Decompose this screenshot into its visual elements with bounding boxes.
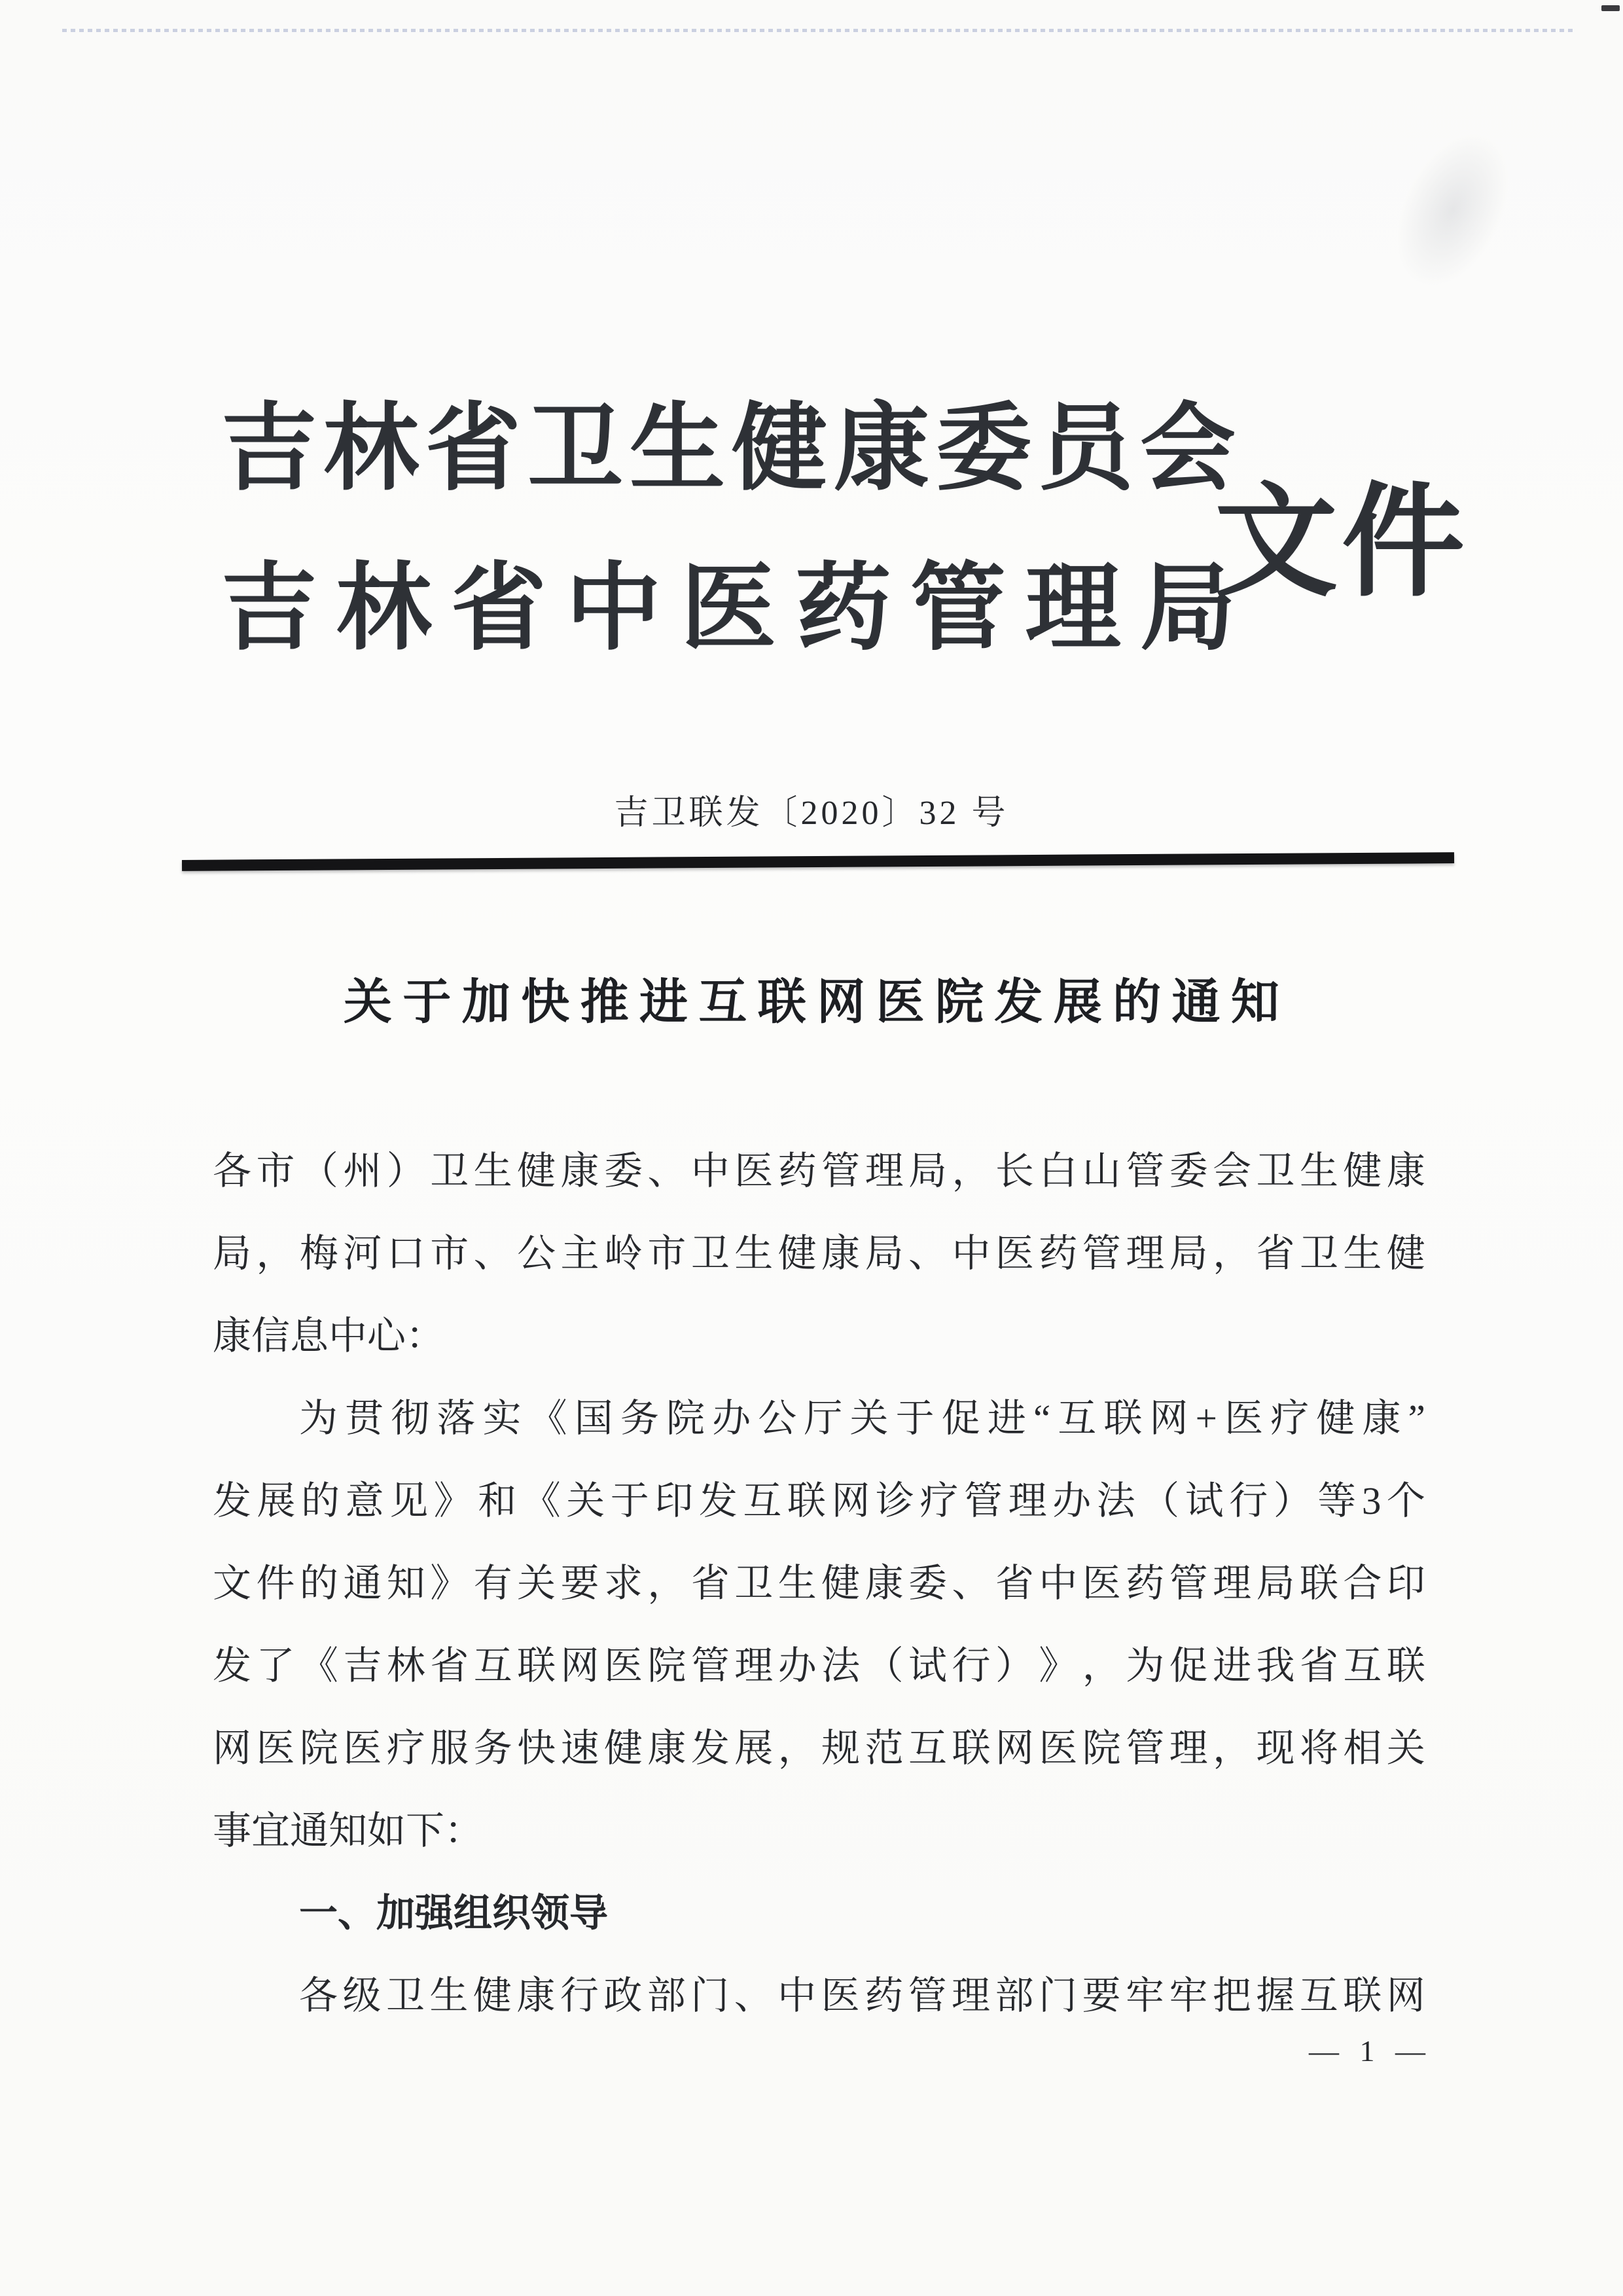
body-line: 发 了 《 吉 林 省 互 联 网 医 院 管 理 办 法 （ 试 行 ） 》 ， 为 促 进 我 省 互 联 — [213, 1644, 1425, 1687]
body-line: 一、加强组织领导 — [299, 1892, 609, 1935]
body-line: 局 ， 梅 河 口 市 、 公 主 岭 市 卫 生 健 康 局 、 中 医 药 管 理 局 ， 省 卫 生 健 — [213, 1232, 1425, 1275]
body-line: 为 贯 彻 落 实 《 国 务 院 办 公 厅 关 于 促 进 “ 互 联 网 + 医 疗 健 康 ” — [299, 1397, 1425, 1440]
document-title: 关 于 加 快 推 进 互 联 网 医 院 发 展 的 通 知 — [344, 976, 1279, 1030]
scan-artifact-line — [62, 29, 1575, 32]
body-line: 各 级 卫 生 健 康 行 政 部 门 、 中 医 药 管 理 部 门 要 牢 牢 把 握 互 联 网 — [299, 1974, 1425, 2017]
agency-name-line1: 吉 林 省 卫 生 健 康 委 员 会 — [221, 396, 1236, 502]
body-line: 康信息中心： — [213, 1314, 445, 1357]
page-number: — 1 — — [1309, 2034, 1432, 2068]
header-divider-rule — [182, 852, 1454, 871]
document-body — [213, 1130, 1425, 2037]
body-line: 事宜通知如下： — [213, 1809, 484, 1852]
body-line: 发 展 的 意 见 》 和 《 关 于 印 发 互 联 网 诊 疗 管 理 办 法 （ 试 行 ） 等 3 个 — [213, 1479, 1425, 1522]
scan-corner-mark — [1601, 5, 1620, 11]
body-line: 文 件 的 通 知 》 有 关 要 求 ， 省 卫 生 健 康 委 、 省 中 医 药 管 理 局 联 合 印 — [213, 1562, 1425, 1605]
agency-name-line2: 吉 林 省 中 医 药 管 理 局 — [221, 556, 1236, 662]
document-type-label: 文件 — [1215, 475, 1469, 611]
body-line: 各 市 （ 州 ） 卫 生 健 康 委 、 中 医 药 管 理 局 ， 长 白 山 管 委 会 卫 生 健 康 — [213, 1149, 1425, 1193]
document-number: 吉卫联发〔2020〕32 号 — [614, 795, 1009, 832]
body-line: 网 医 院 医 疗 服 务 快 速 健 康 发 展 ， 规 范 互 联 网 医 院 管 理 ， 现 将 相 关 — [213, 1727, 1425, 1770]
scan-smudge — [1374, 115, 1532, 304]
